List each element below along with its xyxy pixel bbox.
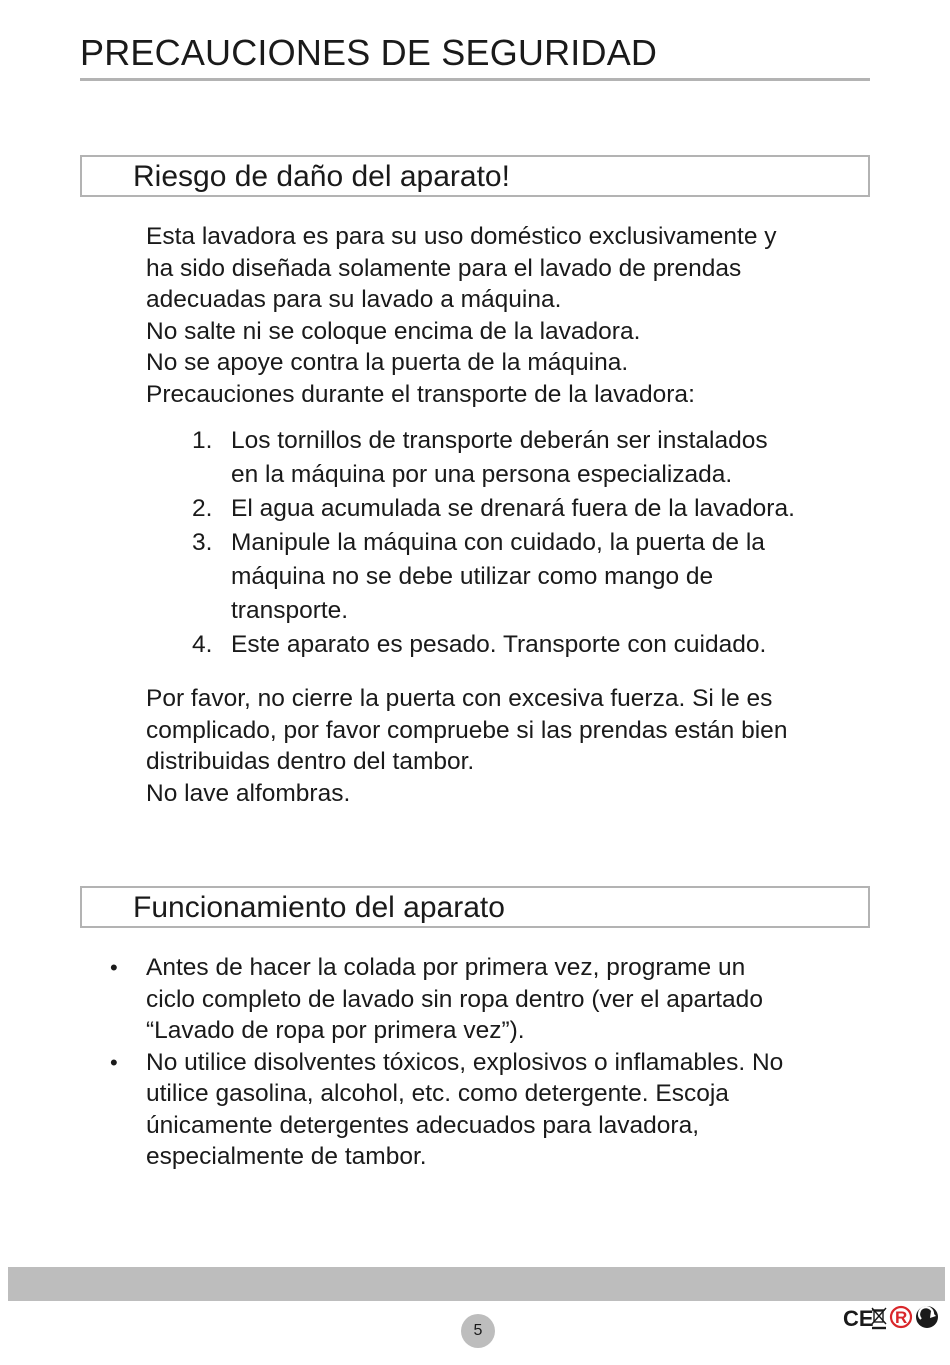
closing-paragraph [146, 683, 787, 809]
list-number: 2. [192, 495, 213, 522]
section-header-operation [80, 886, 870, 928]
rostest-r-icon [891, 1307, 911, 1327]
text-line: máquina no se debe utilizar como mango de [231, 563, 714, 590]
weee-bin-icon [872, 1308, 886, 1328]
text-line: No se apoye contra la puerta de la máquina. [146, 349, 629, 376]
text-line: complicado, por favor compruebe si las prendas están bien [146, 716, 788, 744]
footer-bar [8, 1267, 945, 1301]
text-line: distribuidas dentro del tambor. [146, 748, 475, 775]
list-number: 1. [192, 427, 213, 454]
text-line: Los tornillos de transporte deberán ser instalados [231, 427, 768, 454]
svg-text:R: R [895, 1308, 908, 1327]
operation-bullet-list [106, 952, 783, 1173]
text-line: en la máquina por una persona especializada. [231, 461, 733, 488]
text-line: Antes de hacer la colada por primera vez, programe un [146, 954, 746, 981]
list-item [106, 952, 783, 1047]
text-line: únicamente detergentes adecuados para lavadora, [146, 1111, 699, 1139]
section-header-damage-risk [80, 155, 870, 197]
section-heading: Funcionamiento del aparato [133, 891, 505, 924]
text-line: Por favor, no cierre la puerta con excesiva fuerza. Si le es [146, 685, 773, 712]
title-rule [80, 78, 870, 81]
list-item [192, 424, 795, 492]
intro-paragraph [146, 221, 777, 410]
list-item [192, 526, 795, 628]
recycling-icon [916, 1306, 938, 1328]
list-item [192, 492, 795, 526]
page-title: PRECAUCIONES DE SEGURIDAD [80, 32, 658, 73]
list-number: 3. [192, 529, 213, 556]
text-line: Manipule la máquina con cuidado, la puerta de la [231, 529, 765, 556]
text-line: especialmente de tambor. [146, 1143, 427, 1170]
text-line: adecuadas para su lavado a máquina. [146, 286, 562, 313]
text-line: transporte. [231, 597, 349, 624]
text-line: “Lavado de ropa por primera vez”). [146, 1017, 525, 1044]
text-line: Esta lavadora es para su uso doméstico exclusivamente y [146, 223, 777, 250]
ce-mark-icon [843, 1306, 874, 1331]
text-line: ciclo completo de lavado sin ropa dentro (ver el apartado [146, 985, 763, 1013]
certification-marks [843, 1302, 943, 1334]
page-number: 5 [461, 1314, 495, 1348]
text-line: utilice gasolina, alcohol, etc. como detergente. Escoja [146, 1080, 729, 1107]
svg-text:CE: CE [843, 1306, 874, 1331]
list-item [106, 1047, 783, 1173]
list-number: 4. [192, 631, 213, 658]
section-heading: Riesgo de daño del aparato! [133, 160, 510, 193]
text-line: No lave alfombras. [146, 779, 351, 807]
text-line: Este aparato es pesado. Transporte con cuidado. [231, 631, 767, 658]
bullet-icon: • [110, 1049, 118, 1075]
list-item [192, 628, 795, 662]
text-line: ha sido diseñada solamente para el lavado de prendas [146, 254, 742, 282]
text-line: No utilice disolventes tóxicos, explosivos o inflamables. No [146, 1048, 784, 1076]
text-line: No salte ni se coloque encima de la lavadora. [146, 317, 641, 345]
bullet-icon: • [110, 955, 118, 980]
text-line: Precauciones durante el transporte de la lavadora: [146, 380, 695, 408]
text-line: El agua acumulada se drenará fuera de la lavadora. [231, 495, 795, 522]
transport-list [192, 424, 795, 662]
